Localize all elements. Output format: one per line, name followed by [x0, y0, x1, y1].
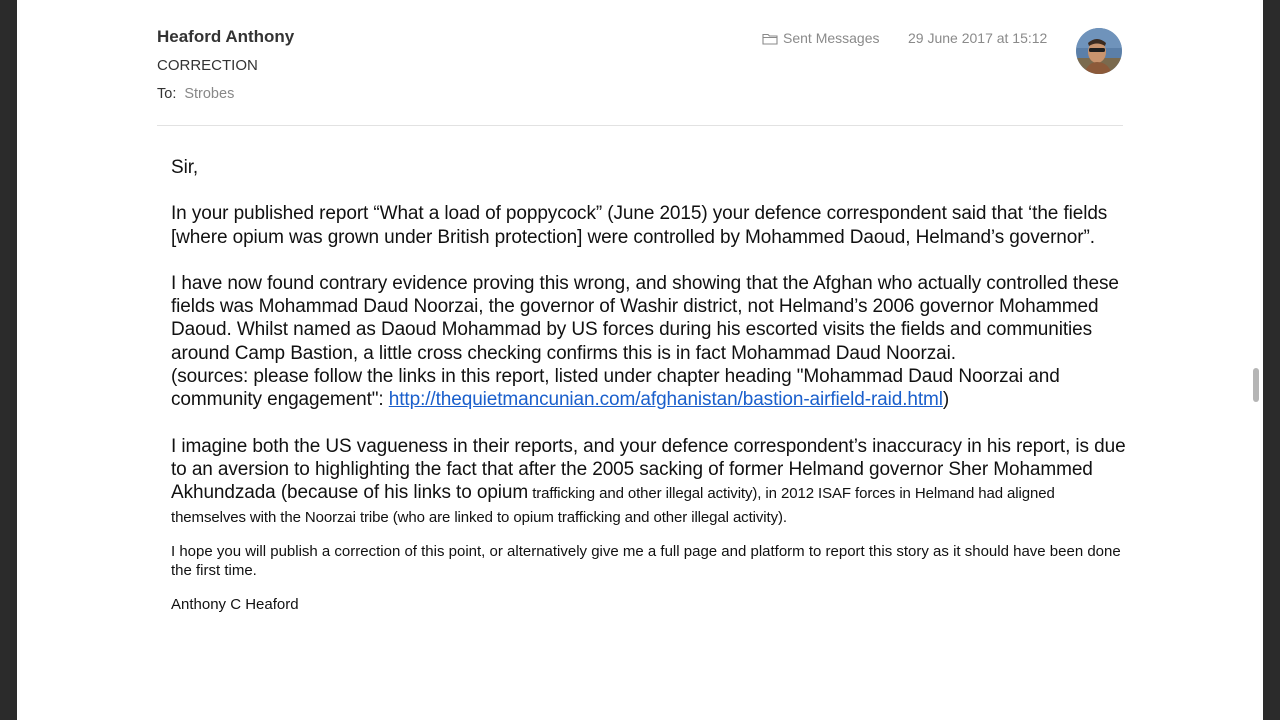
scrollbar-thumb[interactable]	[1253, 368, 1259, 402]
paragraph-report-quote: In your published report “What a load of poppycock” (June 2015) your defence correspondent said that ‘the fields [where opium was grown under British protection] were controlled by Mohammed Daoud, Helmand’s governor”.	[171, 203, 1108, 248]
vagueness-text-small: trafficking and other illegal activity), in 2012 ISAF forces in Helmand had aligned themselves with the Noorzai tribe (who are linked to opium trafficking and other illegal activity).	[171, 485, 1055, 526]
greeting: Sir,	[171, 157, 199, 178]
paragraph-correction-request: I hope you will publish a correction of this point, or alternatively give me a full page and platform to report this story as it should have been done the first time.	[171, 542, 1121, 580]
signature: Anthony C Heaford	[171, 595, 299, 613]
sender-name[interactable]: Heaford Anthony	[157, 27, 295, 46]
message-subject: CORRECTION	[157, 57, 258, 74]
folder-icon	[762, 32, 778, 45]
window-frame-left	[0, 0, 17, 720]
message-date: 29 June 2017 at 15:12	[908, 30, 1048, 46]
message-body	[171, 156, 1131, 614]
paragraph-contrary-evidence	[171, 272, 1131, 412]
recipient-row	[157, 86, 234, 102]
to-label: To:	[157, 86, 177, 102]
evidence-text: I have now found contrary evidence proving this wrong, and showing that the Afghan who actually controlled these fields was Mohammad Daud Noorzai, the governor of Washir district, not Helmand’s 2006 governor Mohammed Daoud. Whilst named as Daoud Mohammad by US forces during his escorted visits the fields and communities around Camp Bastion, a little cross checking confirms this is in fact Mohammad Daud Noorzai.	[171, 272, 1119, 364]
vagueness-text-large: I imagine both the US vagueness in their reports, and your defence correspondent’s inaccuracy in his report, is due to an aversion to highlighting the fact that after the 2005 sacking of former Helmand governor Sher Mohammed Akhundzada (because of his links to opium	[171, 435, 1126, 504]
mailbox-name: Sent Messages	[783, 30, 880, 46]
sources-prefix: (sources: please follow the links in this report, listed under chapter heading "Mohammad Daud Noorzai and community engagement":	[171, 366, 1060, 411]
mail-message-view	[17, 0, 1263, 720]
mailbox-location[interactable]	[762, 30, 880, 46]
window-frame-right	[1263, 0, 1280, 720]
sender-avatar[interactable]	[1076, 28, 1122, 74]
sources-suffix: )	[942, 389, 950, 411]
sources-link[interactable]: http://thequietmancunian.com/afghanistan/bastion-airfield-raid.html	[388, 389, 943, 411]
paragraph-vagueness	[171, 435, 1131, 528]
recipient-name[interactable]: Strobes	[184, 86, 235, 102]
header-divider	[157, 125, 1123, 126]
